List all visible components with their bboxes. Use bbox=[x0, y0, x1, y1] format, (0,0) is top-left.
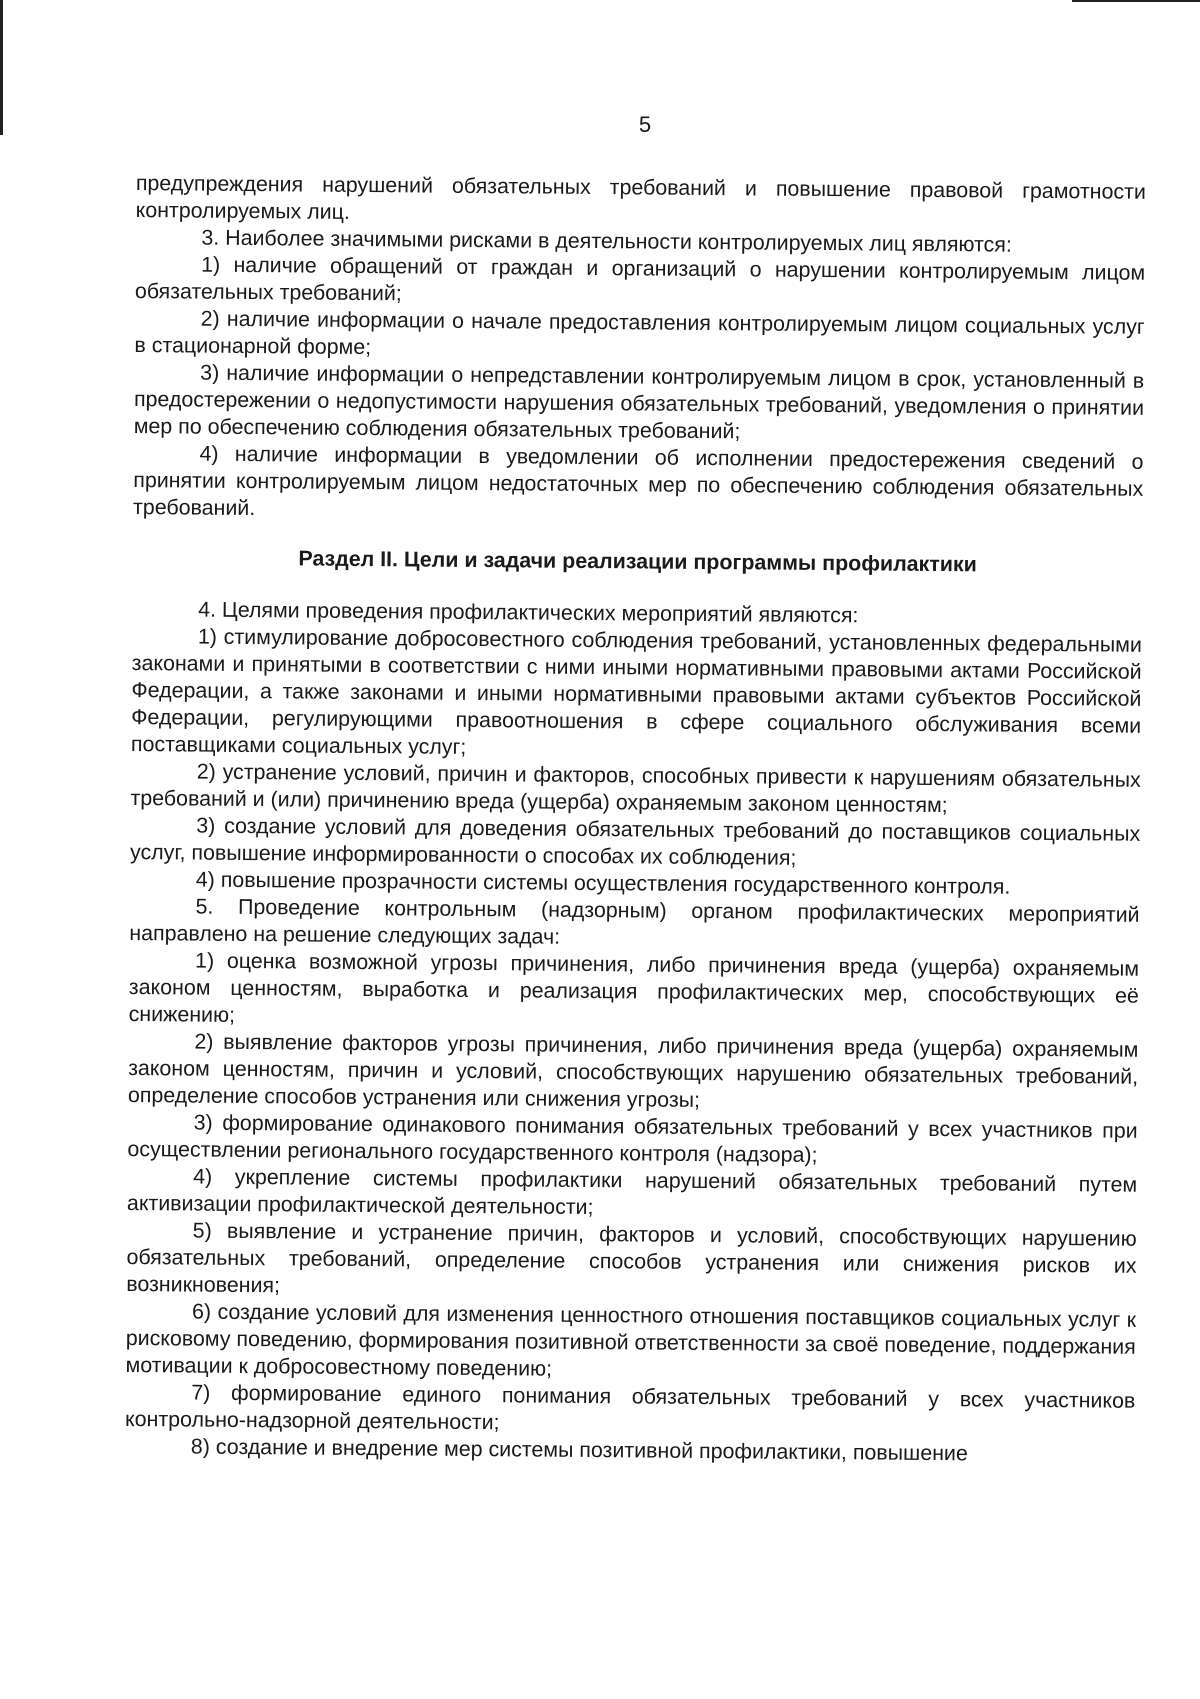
paragraph: 3) создание условий для доведения обязательных требований до поставщиков социальных услуг, повышение информированности о способах их соблюдения; bbox=[129, 813, 1141, 870]
paragraph: 2) устранение условий, причин и факторов, способных привести к нарушениям обязательных требований и (или) причинению вреда (ущерба) охраняемым законом ценностям; bbox=[130, 759, 1141, 818]
paragraph: 1) оценка возможной угрозы причинения, либо причинения вреда (ущерба) охраняемым законом ценностям, выработка и реализация профилактических мер, способствующих её снижению; bbox=[128, 948, 1140, 1027]
section-heading: Раздел II. Цели и задачи реализации программы профилактики bbox=[298, 546, 977, 577]
paragraph: 3) наличие информации о непредставлении контролируемым лицом в срок, установленный в предостережении о недопустимости нарушения обязательных требований, уведомления о принятии мер по обеспечению соблюдения обязательных требований; bbox=[133, 360, 1145, 444]
paragraphs-top bbox=[133, 170, 1146, 530]
paragraph: 4) повышение прозрачности системы осуществления государственного контроля. bbox=[195, 867, 1011, 899]
document-body bbox=[125, 170, 1146, 1469]
paragraph: 8) создание и внедрение мер системы позитивной профилактики, повышение bbox=[190, 1434, 968, 1466]
paragraph: 4) укрепление системы профилактики нарушений обязательных требований путем активизации профилактической деятельности; bbox=[126, 1164, 1138, 1220]
paragraph: 2) выявление факторов угрозы причинения, либо причинения вреда (ущерба) охраняемым законом ценностям, причин и условий, способствующих нарушению обязательных требований, определение способов устранения или снижения угрозы; bbox=[127, 1029, 1139, 1112]
paragraph: 4. Целями проведения профилактических мероприятий являются: bbox=[198, 597, 859, 628]
paragraph: 5. Проведение контрольным (надзорным) органом профилактических мероприятий направлено на решение следующих задач: bbox=[129, 894, 1140, 949]
paragraph: 2) наличие информации о начале предоставления контролируемым лицом социальных услуг в стационарной форме; bbox=[134, 306, 1145, 360]
paragraph: 7) формирование единого понимания обязательных требований у всех участников контрольно-надзорной деятельности; bbox=[124, 1380, 1136, 1435]
paragraph: 3. Наиболее значимыми рисками в деятельности контролируемых лиц являются: bbox=[201, 225, 1012, 257]
paragraph: 1) стимулирование добросовестного соблюдения требований, установленных федеральными законами и принятыми в соответствии с ними иными нормативными правовыми актами Российской Федерации, а также законами и иными нормативными правовыми актами субъектов Российской Федерации, регулирующими правоотношения в сфере социального обслуживания всеми поставщиками социальных услуг; bbox=[130, 624, 1142, 759]
paragraph: 3) формирование одинакового понимания обязательных требований у всех участников при осуществлении регионального государственного контроля (надзора); bbox=[127, 1110, 1138, 1167]
paragraphs-bottom bbox=[125, 596, 1143, 1469]
scan-top-edge bbox=[1072, 0, 1200, 2]
paragraph: предупреждения нарушений обязательных требований и повышение правовой грамотности контролируемых лиц. bbox=[135, 170, 1146, 224]
paragraph: 6) создание условий для изменения ценностного отношения поставщиков социальных услуг к рисковому поведению, формирования позитивной ответственности за своё поведение, поддержания мотивации к добросовестному поведению; bbox=[125, 1299, 1137, 1381]
paragraph: 5) выявление и устранение причин, факторов и условий, способствующих нарушению обязательных требований, определение способов устранения или снижения рисков их возникновения; bbox=[126, 1218, 1137, 1298]
page-number: 5 bbox=[638, 112, 652, 137]
paragraph: 1) наличие обращений от граждан и организаций о нарушении контролируемым лицом обязательных требований; bbox=[134, 252, 1146, 306]
paragraph: 4) наличие информации в уведомлении об исполнении предостережения сведений о принятии контролируемым лицом недостаточных мер по обеспечению соблюдения обязательных требований. bbox=[132, 441, 1144, 521]
